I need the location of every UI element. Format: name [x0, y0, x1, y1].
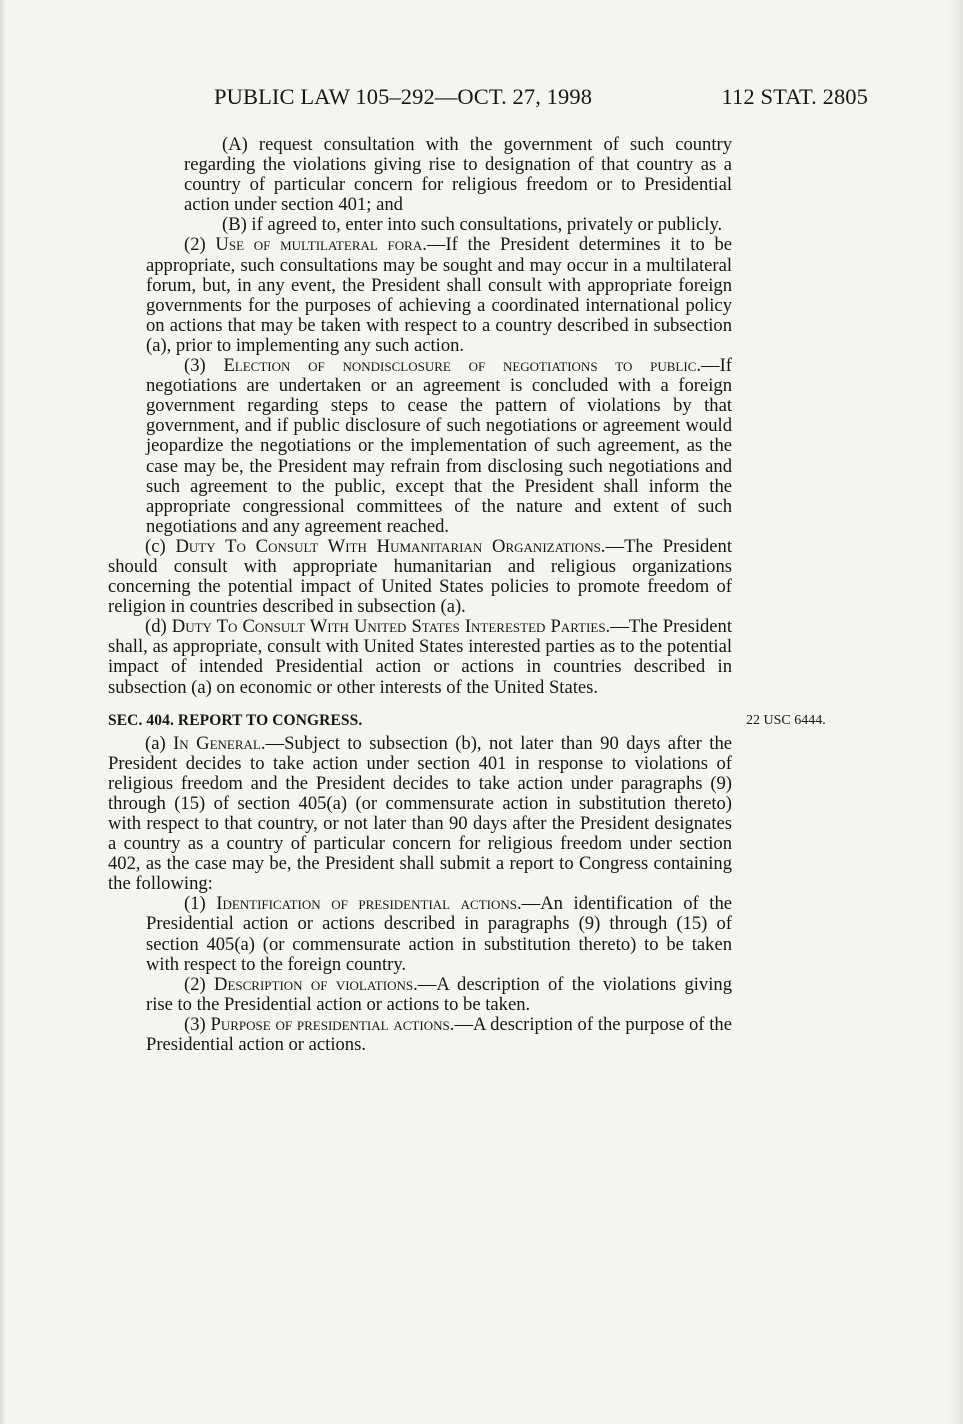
- subsection-c-heading: Duty To Consult With Humanitarian Organizations.: [175, 535, 606, 557]
- scan-edge-left: [0, 0, 6, 1424]
- paragraph-a-2-text: —A description of the violations giving rise to the Presidential action or actions to be taken.: [146, 973, 732, 1015]
- subsection-c-letter: (c): [145, 535, 166, 557]
- running-header: [214, 84, 868, 116]
- paragraph-a-3-heading: Purpose of presidential actions.: [210, 1013, 455, 1035]
- header-law-citation: PUBLIC LAW 105–292—OCT. 27, 1998: [214, 84, 593, 109]
- paragraph-a-1-text: —An identification of the Presidential action or actions described in paragraphs (9) through (15) of section 405(a) (or commensurate action in substitution thereto) to be taken with respect to the foreign country.: [146, 893, 732, 975]
- document-body: [108, 134, 826, 1056]
- subsection-a: [108, 734, 732, 895]
- paragraph-3-heading: Election of nondisclosure of negotiations to public.: [223, 355, 702, 377]
- subsection-c-text: —The President should consult with appropriate humanitarian and religious organizations concerning the potential impact of United States policies to promote freedom of religion in countries described in subsection (a).: [108, 535, 732, 618]
- subsection-c: [108, 537, 732, 617]
- paragraph-B: [108, 215, 732, 235]
- paragraph-a-2: [108, 975, 732, 1015]
- paragraph-a-1-heading: Identification of presidential actions.: [216, 893, 522, 915]
- subsection-d-heading: Duty To Consult With United States Interested Parties.: [171, 616, 611, 638]
- paragraph-a-3-number: (3): [184, 1013, 206, 1035]
- paragraph-a-1-number: (1): [184, 893, 206, 915]
- subsection-a-heading: In General.: [173, 732, 266, 754]
- paragraph-a-3: [108, 1015, 732, 1055]
- paragraph-B-text: (B) if agreed to, enter into such consultations, privately or publicly.: [222, 214, 723, 236]
- paragraph-2-number: (2): [184, 234, 206, 256]
- paragraph-a-3-text: —A description of the purpose of the Presidential action or actions.: [146, 1013, 732, 1056]
- paragraph-2: [108, 235, 732, 356]
- paragraph-A-text: (A) request consultation with the government of such country regarding the violations giving rise to designation of that country as a country of particular concern for religious freedom or to Presidential action under section 401; and: [184, 134, 732, 216]
- subsection-a-letter: (a): [145, 732, 166, 754]
- usc-margin-note: 22 USC 6444.: [746, 712, 826, 728]
- paragraph-a-1: [108, 894, 732, 974]
- paragraph-2-heading: Use of multilateral fora.: [215, 234, 427, 256]
- paragraph-a-2-heading: Description of violations.: [214, 973, 418, 995]
- subsection-d-letter: (d): [145, 616, 167, 638]
- section-heading-row: [108, 704, 826, 734]
- subsection-a-text: —Subject to subsection (b), not later than 90 days after the President decides to take action under section 401 in response to violations of religious freedom and the President decides to take action under paragraphs (9) through (15) of section 405(a) (or commensurate action in substitution thereto) with respect to that country, or not later than 90 days after the President designates a country as a country of particular concern for religious freedom under section 402, as the case may be, the President shall submit a report to Congress containing the following:: [108, 732, 732, 895]
- paragraph-3-text: —If negotiations are undertaken or an agreement is concluded with a foreign government regarding steps to cease the pattern of violations by that government, and if public disclosure of such negotiations or agreement would jeopardize the negotiations or the implementation of such agreement, as the case may be, the President may refrain from disclosing such negotiations and such agreement to the public, except that the President shall inform the appropriate congressional committees of the nature and extent of such negotiations and any agreement reached.: [146, 355, 732, 537]
- paragraph-3-number: (3): [184, 355, 206, 377]
- paragraph-3: [108, 356, 732, 537]
- scan-edge-right: [949, 0, 963, 1424]
- header-statute-page: 112 STAT. 2805: [721, 84, 868, 109]
- paragraph-A: [108, 135, 732, 215]
- subsection-d-text: —The President shall, as appropriate, consult with United States interested parties as to the potential impact of intended Presidential action or actions in countries described in subsection (a) on economic or other interests of the United States.: [108, 616, 732, 698]
- subsection-d: [108, 617, 732, 697]
- section-title: SEC. 404. REPORT TO CONGRESS.: [108, 711, 363, 729]
- paragraph-a-2-number: (2): [184, 973, 206, 995]
- paragraph-2-text: —If the President determines it to be appropriate, such consultations may be sought and may occur in a multilateral forum, but, in any event, the President shall consult with appropriate foreign governments for the purposes of achieving a coordinated international policy on actions that may be taken with respect to a country described in subsection (a), prior to implementing any such action.: [146, 234, 733, 356]
